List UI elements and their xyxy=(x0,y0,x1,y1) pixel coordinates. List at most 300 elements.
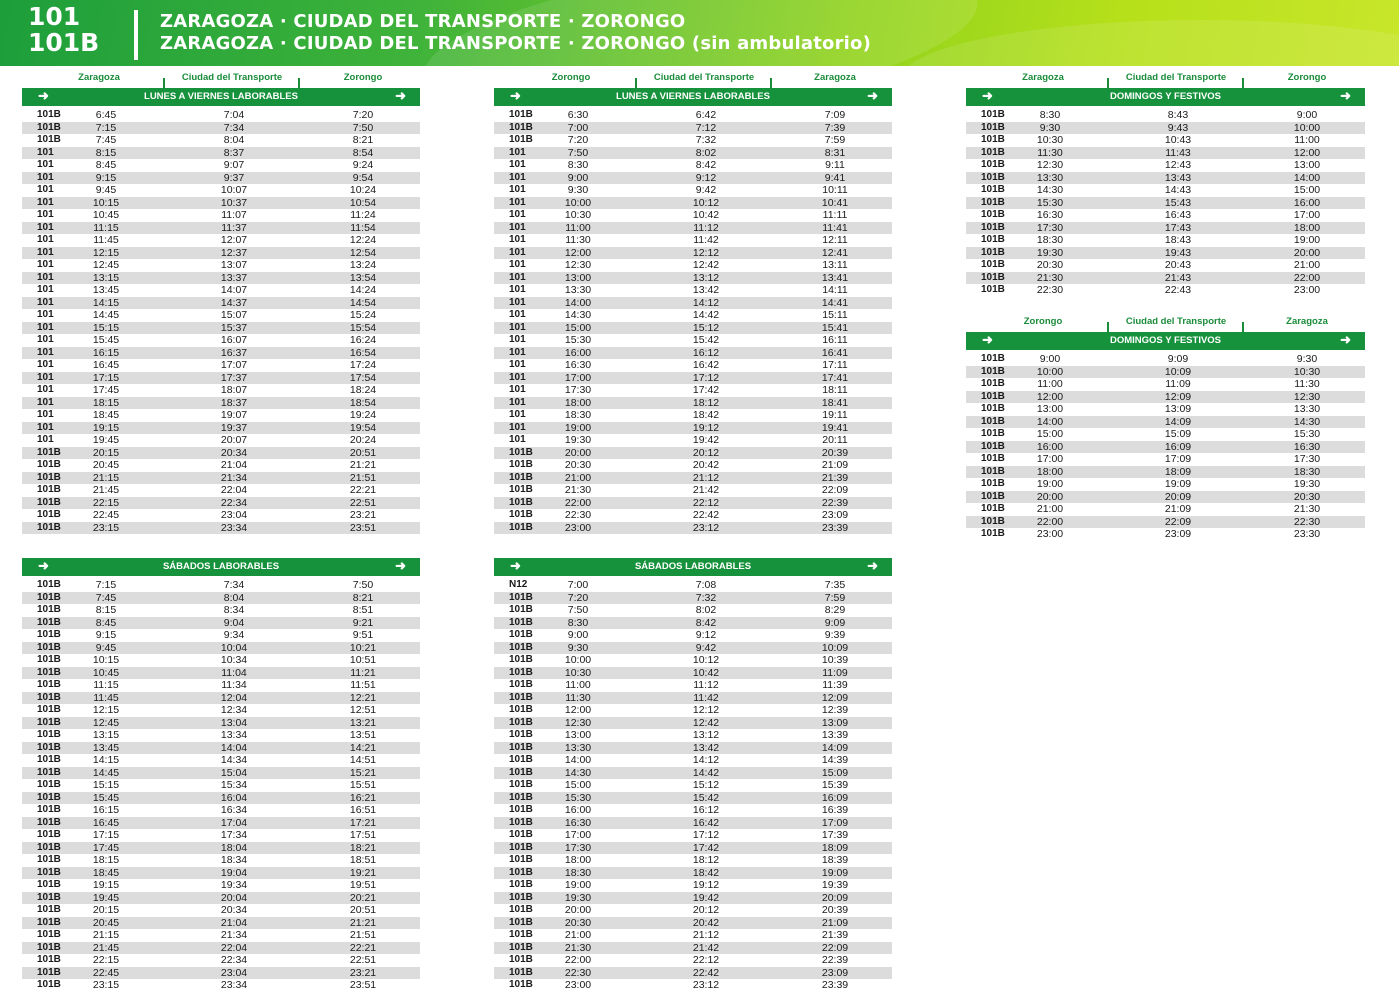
table-row xyxy=(494,679,892,692)
intermediate-time: 19:04 xyxy=(220,866,248,879)
table-row xyxy=(494,867,892,880)
departure-time: 22:00 xyxy=(1036,515,1064,528)
intermediate-time: 16:42 xyxy=(692,816,720,829)
stop-name: Zorongo xyxy=(343,72,383,83)
intermediate-time: 12:42 xyxy=(692,259,720,271)
table-row xyxy=(494,792,892,805)
arrival-time: 13:09 xyxy=(821,716,849,729)
table-row xyxy=(966,172,1365,185)
intermediate-time: 19:12 xyxy=(692,879,720,891)
intermediate-time: 9:12 xyxy=(695,171,717,184)
departure-time: 12:00 xyxy=(564,704,592,716)
departure-time: 22:45 xyxy=(92,509,120,521)
table-row xyxy=(22,259,420,272)
arrival-time: 19:54 xyxy=(349,421,377,434)
arrival-time: 11:24 xyxy=(350,209,376,221)
line-code: 101B xyxy=(509,829,533,840)
arrival-time: 12:54 xyxy=(349,246,377,259)
departure-time: 7:45 xyxy=(95,134,117,146)
intermediate-time: 16:04 xyxy=(220,791,248,804)
table-row xyxy=(966,247,1365,260)
intermediate-time: 16:37 xyxy=(220,346,248,359)
intermediate-time: 10:04 xyxy=(220,641,248,654)
line-code: N12 xyxy=(509,579,528,590)
line-code: 101B xyxy=(37,954,61,965)
departure-time: 9:15 xyxy=(95,629,117,641)
departure-time: 8:15 xyxy=(95,604,117,616)
table-row xyxy=(22,334,420,347)
line-code: 101 xyxy=(37,371,54,383)
table-row xyxy=(22,729,420,742)
arrival-time: 21:30 xyxy=(1293,503,1321,515)
line-code: 101B xyxy=(37,654,61,665)
line-code: 101B xyxy=(37,579,61,590)
departure-time: 13:00 xyxy=(564,729,592,741)
line-code: 101B xyxy=(37,471,61,483)
arrival-time: 15:24 xyxy=(349,309,377,321)
intermediate-time: 17:09 xyxy=(1164,453,1192,465)
arrival-time: 18:51 xyxy=(349,854,377,866)
intermediate-time: 20:43 xyxy=(1164,259,1192,271)
intermediate-time: 20:12 xyxy=(692,904,720,916)
arrow-right-icon: ➜ xyxy=(982,332,993,347)
table-row xyxy=(494,579,892,592)
line-code: 101B xyxy=(509,666,533,678)
intermediate-time: 15:42 xyxy=(692,334,720,346)
intermediate-time: 13:34 xyxy=(220,729,248,741)
departure-time: 19:45 xyxy=(92,434,120,446)
intermediate-time: 7:04 xyxy=(223,109,245,121)
line-code: 101 xyxy=(509,171,526,183)
arrival-time: 8:21 xyxy=(352,134,374,146)
arrival-time: 23:09 xyxy=(821,966,849,979)
arrival-time: 15:00 xyxy=(1293,184,1321,196)
intermediate-time: 14:09 xyxy=(1164,415,1192,428)
departure-time: 22:15 xyxy=(92,496,120,509)
route-name-101b: ZARAGOZA · CIUDAD DEL TRANSPORTE · ZORONGO (sin ambulatorio) xyxy=(160,33,872,54)
table-row xyxy=(966,209,1365,222)
arrival-time: 13:11 xyxy=(822,259,848,271)
intermediate-time: 23:12 xyxy=(692,521,720,534)
intermediate-time: 13:12 xyxy=(692,729,720,741)
line-code: 101B xyxy=(509,966,533,978)
departure-time: 21:30 xyxy=(564,941,592,954)
departure-time: 16:00 xyxy=(564,804,592,816)
arrival-time: 14:51 xyxy=(349,754,377,766)
arrival-time: 23:21 xyxy=(349,509,377,521)
arrival-time: 9:24 xyxy=(352,159,374,171)
intermediate-time: 17:12 xyxy=(692,371,720,384)
table-row xyxy=(494,472,892,485)
intermediate-time: 11:43 xyxy=(1165,146,1191,159)
intermediate-time: 10:43 xyxy=(1164,134,1192,146)
intermediate-time: 7:32 xyxy=(695,134,717,146)
line-code: 101B xyxy=(37,966,61,978)
line-code: 101B xyxy=(37,866,61,878)
schedule-rows xyxy=(494,109,892,534)
line-code: 101B xyxy=(37,459,61,470)
table-row xyxy=(494,942,892,955)
line-code: 101B xyxy=(981,209,1005,220)
departure-time: 21:00 xyxy=(564,929,592,941)
table-row xyxy=(22,459,420,472)
table-row xyxy=(22,284,420,297)
departure-time: 21:45 xyxy=(92,941,120,954)
arrival-time: 20:21 xyxy=(349,891,377,904)
departure-time: 14:00 xyxy=(564,754,592,766)
line-code: 101B xyxy=(509,916,533,928)
arrival-time: 14:11 xyxy=(822,284,848,296)
line-code: 101B xyxy=(509,591,533,603)
departure-time: 18:30 xyxy=(564,866,592,879)
line-code: 101 xyxy=(37,271,54,283)
arrival-time: 22:21 xyxy=(349,941,377,954)
departure-time: 9:45 xyxy=(95,184,117,196)
departure-time: 17:15 xyxy=(92,371,120,384)
departure-time: 7:15 xyxy=(95,121,117,134)
arrival-time: 12:00 xyxy=(1293,146,1321,159)
departure-time: 20:00 xyxy=(564,904,592,916)
departure-time: 12:45 xyxy=(92,259,120,271)
arrival-time: 9:09 xyxy=(824,616,846,629)
line-code: 101B xyxy=(37,679,61,690)
line-code: 101 xyxy=(37,346,54,358)
stop-name: Zorongo xyxy=(1023,316,1063,327)
intermediate-time: 15:12 xyxy=(692,321,720,334)
arrival-time: 20:51 xyxy=(349,446,377,459)
intermediate-time: 8:02 xyxy=(695,146,717,159)
intermediate-time: 20:34 xyxy=(220,904,248,916)
departure-time: 12:30 xyxy=(564,259,592,271)
departure-time: 14:15 xyxy=(92,296,120,309)
intermediate-time: 8:04 xyxy=(223,591,245,604)
line-code: 101 xyxy=(509,384,526,395)
departure-time: 17:15 xyxy=(92,829,120,841)
table-row xyxy=(22,159,420,172)
line-code: 101 xyxy=(509,271,526,283)
line-code: 101B xyxy=(37,779,61,790)
departure-time: 12:15 xyxy=(92,246,120,259)
table-row xyxy=(494,829,892,842)
line-code: 101 xyxy=(37,209,54,220)
arrival-time: 15:09 xyxy=(821,766,849,779)
line-code: 101B xyxy=(37,121,61,133)
line-code: 101B xyxy=(37,716,61,728)
arrival-time: 20:30 xyxy=(1293,490,1321,503)
line-code: 101 xyxy=(509,321,526,333)
table-row xyxy=(494,904,892,917)
departure-time: 15:45 xyxy=(92,334,120,346)
line-code: 101B xyxy=(37,816,61,828)
table-row xyxy=(22,754,420,767)
table-row xyxy=(494,754,892,767)
line-code: 101 xyxy=(37,246,54,258)
arrival-time: 13:21 xyxy=(349,716,377,729)
arrival-time: 9:30 xyxy=(1296,353,1318,365)
arrival-time: 23:00 xyxy=(1293,284,1321,296)
arrival-time: 7:20 xyxy=(352,109,374,121)
table-row xyxy=(494,272,892,285)
departure-time: 9:00 xyxy=(567,629,589,641)
table-row xyxy=(22,979,420,992)
departure-time: 9:30 xyxy=(1039,121,1061,134)
line-code: 101B xyxy=(981,390,1005,402)
table-row xyxy=(494,654,892,667)
line-code: 101B xyxy=(37,804,61,815)
line-code: 101B xyxy=(509,616,533,628)
departure-time: 21:30 xyxy=(1036,271,1064,284)
arrival-time: 10:24 xyxy=(349,184,377,196)
table-row xyxy=(22,209,420,222)
line-code: 101B xyxy=(509,679,533,690)
arrival-time: 19:00 xyxy=(1293,234,1321,246)
intermediate-time: 12:12 xyxy=(692,246,720,259)
line-code: 101 xyxy=(37,434,54,445)
intermediate-time: 9:04 xyxy=(223,616,245,629)
intermediate-time: 14:37 xyxy=(220,296,248,309)
table-row xyxy=(22,954,420,967)
table-row xyxy=(494,817,892,830)
departure-time: 11:45 xyxy=(93,691,119,704)
table-row xyxy=(494,854,892,867)
intermediate-time: 9:12 xyxy=(695,629,717,641)
arrival-time: 20:51 xyxy=(349,904,377,916)
schedule-title: DOMINGOS Y FESTIVOS xyxy=(1109,335,1222,346)
line-code: 101 xyxy=(509,259,526,270)
intermediate-time: 22:09 xyxy=(1164,515,1192,528)
table-row xyxy=(494,109,892,122)
intermediate-time: 21:34 xyxy=(220,471,248,484)
table-row xyxy=(494,184,892,197)
table-row xyxy=(22,172,420,185)
line-code: 101B xyxy=(37,829,61,840)
table-row xyxy=(22,409,420,422)
line-code: 101B xyxy=(37,666,61,678)
departure-time: 13:30 xyxy=(564,741,592,754)
departure-time: 14:15 xyxy=(92,754,120,766)
departure-time: 20:00 xyxy=(564,446,592,459)
intermediate-time: 14:12 xyxy=(692,296,720,309)
arrow-right-icon: ➜ xyxy=(38,88,49,103)
line-code: 101B xyxy=(981,415,1005,427)
arrival-time: 9:21 xyxy=(352,616,374,629)
intermediate-time: 17:04 xyxy=(220,816,248,829)
line-code: 101B xyxy=(509,754,533,765)
schedule-title-bar xyxy=(22,558,420,576)
stop-name: Zorongo xyxy=(1287,72,1327,83)
line-code: 101B xyxy=(509,904,533,915)
route-name-101: ZARAGOZA · CIUDAD DEL TRANSPORTE · ZORONGO xyxy=(160,11,686,32)
arrival-time: 14:54 xyxy=(349,296,377,309)
departure-time: 8:30 xyxy=(1039,109,1061,121)
departure-time: 21:15 xyxy=(92,471,120,484)
table-row xyxy=(22,347,420,360)
intermediate-time: 10:12 xyxy=(692,654,720,666)
table-row xyxy=(22,234,420,247)
intermediate-time: 7:08 xyxy=(695,579,717,591)
departure-time: 19:45 xyxy=(92,891,120,904)
stop-divider xyxy=(1107,322,1109,332)
table-row xyxy=(494,159,892,172)
departure-time: 9:00 xyxy=(1039,353,1061,365)
table-row xyxy=(22,592,420,605)
line-numbers xyxy=(28,4,99,56)
stop-name: Ciudad del Transporte xyxy=(653,72,755,83)
arrival-time: 13:24 xyxy=(349,259,377,271)
departure-time: 8:30 xyxy=(567,616,589,629)
intermediate-time: 15:37 xyxy=(220,321,248,334)
arrival-time: 23:21 xyxy=(349,966,377,979)
line-code: 101 xyxy=(509,246,526,258)
line-code: 101B xyxy=(981,171,1005,183)
line-code: 101B xyxy=(37,134,61,145)
departure-time: 20:30 xyxy=(1036,259,1064,271)
departure-time: 19:00 xyxy=(564,879,592,891)
departure-time: 18:30 xyxy=(1036,234,1064,246)
line-code: 101 xyxy=(509,396,526,408)
table-row xyxy=(494,604,892,617)
line-code: 101 xyxy=(37,321,54,333)
departure-time: 15:00 xyxy=(564,779,592,791)
arrival-time: 17:51 xyxy=(349,829,377,841)
departure-time: 19:15 xyxy=(92,879,120,891)
line-code: 101B xyxy=(981,478,1005,489)
arrival-time: 9:11 xyxy=(825,159,845,171)
intermediate-time: 15:12 xyxy=(692,779,720,791)
line-code: 101 xyxy=(509,196,526,208)
intermediate-time: 20:07 xyxy=(220,434,248,446)
schedule-title-bar xyxy=(494,558,892,576)
arrival-time: 10:51 xyxy=(349,654,377,666)
arrival-time: 19:09 xyxy=(821,866,849,879)
line-code: 101B xyxy=(509,854,533,865)
line-code: 101B xyxy=(509,484,533,495)
arrival-time: 11:54 xyxy=(350,221,376,234)
departure-time: 18:00 xyxy=(1036,465,1064,478)
table-row xyxy=(966,378,1365,391)
arrival-time: 22:30 xyxy=(1293,515,1321,528)
stop-divider xyxy=(1242,322,1244,332)
intermediate-time: 23:09 xyxy=(1164,528,1192,540)
arrival-time: 16:51 xyxy=(349,804,377,816)
line-code: 101B xyxy=(509,766,533,778)
departure-time: 7:20 xyxy=(567,591,589,604)
table-row xyxy=(22,322,420,335)
table-row xyxy=(22,522,420,535)
arrival-time: 21:21 xyxy=(349,916,377,929)
stop-divider xyxy=(1242,78,1244,88)
line-code: 101B xyxy=(509,841,533,853)
table-row xyxy=(966,403,1365,416)
departure-time: 18:00 xyxy=(564,396,592,409)
intermediate-time: 20:12 xyxy=(692,446,720,459)
intermediate-time: 7:12 xyxy=(695,121,717,134)
intermediate-time: 17:42 xyxy=(692,384,720,396)
departure-time: 11:15 xyxy=(93,221,119,234)
departure-time: 10:00 xyxy=(1036,365,1064,378)
table-row xyxy=(494,297,892,310)
line-code: 101B xyxy=(37,616,61,628)
departure-time: 23:00 xyxy=(564,979,592,991)
arrival-time: 23:30 xyxy=(1293,528,1321,540)
intermediate-time: 14:04 xyxy=(220,741,248,754)
line-code: 101B xyxy=(509,879,533,890)
stop-header xyxy=(22,538,420,558)
departure-time: 21:00 xyxy=(1036,503,1064,515)
intermediate-time: 22:34 xyxy=(220,954,248,966)
departure-time: 14:30 xyxy=(1036,184,1064,196)
intermediate-time: 19:37 xyxy=(220,421,248,434)
departure-time: 20:45 xyxy=(92,916,120,929)
intermediate-time: 15:42 xyxy=(692,791,720,804)
line-code: 101B xyxy=(981,403,1005,414)
departure-time: 16:15 xyxy=(92,346,120,359)
table-row xyxy=(494,767,892,780)
arrival-time: 17:21 xyxy=(349,816,377,829)
line-code: 101B xyxy=(509,716,533,728)
table-row xyxy=(966,366,1365,379)
departure-time: 16:45 xyxy=(92,359,120,371)
arrival-time: 17:11 xyxy=(822,359,848,371)
intermediate-time: 16:07 xyxy=(220,334,248,346)
line-code: 101 xyxy=(37,171,54,183)
arrival-time: 19:41 xyxy=(821,421,849,434)
table-row xyxy=(494,729,892,742)
arrival-time: 22:09 xyxy=(821,941,849,954)
line-code: 101 xyxy=(509,371,526,383)
schedule-title-bar xyxy=(22,88,420,106)
line-code: 101B xyxy=(37,904,61,915)
arrival-time: 23:09 xyxy=(821,509,849,521)
table-row xyxy=(22,879,420,892)
arrival-time: 13:00 xyxy=(1293,159,1321,171)
departure-time: 23:15 xyxy=(92,979,120,991)
table-row xyxy=(966,147,1365,160)
line-code: 101B xyxy=(37,929,61,940)
line-code: 101B xyxy=(981,246,1005,258)
departure-time: 14:00 xyxy=(1036,415,1064,428)
arrival-time: 12:11 xyxy=(822,234,848,246)
arrival-time: 11:11 xyxy=(822,209,848,221)
line-code: 101 xyxy=(37,159,54,170)
table-row xyxy=(494,372,892,385)
departure-time: 15:00 xyxy=(564,321,592,334)
line-code: 101B xyxy=(509,804,533,815)
table-row xyxy=(966,416,1365,429)
arrival-time: 13:54 xyxy=(349,271,377,284)
timetable-weekday-outbound xyxy=(22,68,420,534)
table-row xyxy=(22,867,420,880)
table-row xyxy=(22,397,420,410)
arrival-time: 15:41 xyxy=(821,321,849,334)
arrival-time: 18:39 xyxy=(821,854,849,866)
intermediate-time: 7:34 xyxy=(223,121,245,134)
intermediate-time: 22:12 xyxy=(692,954,720,966)
arrival-time: 18:11 xyxy=(822,384,848,396)
table-row xyxy=(22,842,420,855)
table-row xyxy=(494,979,892,992)
departure-time: 16:30 xyxy=(564,359,592,371)
intermediate-time: 8:02 xyxy=(695,604,717,616)
intermediate-time: 8:34 xyxy=(223,604,245,616)
arrow-right-icon: ➜ xyxy=(867,88,878,103)
departure-time: 10:15 xyxy=(92,196,120,209)
table-row xyxy=(22,472,420,485)
line-code: 101 xyxy=(509,221,526,233)
departure-time: 15:15 xyxy=(92,779,120,791)
line-code: 101B xyxy=(981,271,1005,283)
intermediate-time: 21:12 xyxy=(692,471,720,484)
